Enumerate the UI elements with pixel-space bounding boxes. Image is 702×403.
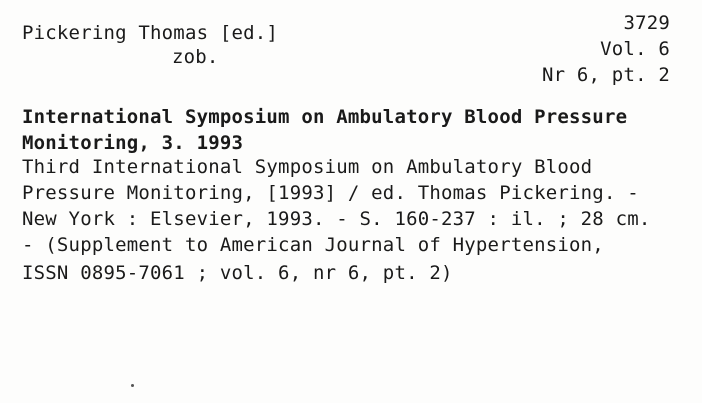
paper-speck [131,384,134,387]
author-line: Pickering Thomas [ed.] [22,22,279,44]
call-number: 3729 [623,12,670,34]
heading-line-2: Monitoring, 3. 1993 [22,132,244,154]
see-reference: zob. [172,46,219,68]
description-line-5: ISSN 0895-7061 ; vol. 6, nr 6, pt. 2) [22,262,453,284]
description-line-3: New York : Elsevier, 1993. - S. 160-237 : il. ; 28 cm. [22,208,651,230]
issue-label: Nr 6, pt. 2 [541,64,670,86]
heading-line-1: International Symposium on Ambulatory Blood Pressure [22,106,628,128]
volume-label: Vol. 6 [600,38,670,60]
description-line-1: Third International Symposium on Ambulatory Blood [22,156,593,178]
description-line-2: Pressure Monitoring, [1993] / ed. Thomas Pickering. - [22,182,639,204]
description-line-4: - (Supplement to American Journal of Hypertension, [22,234,604,256]
